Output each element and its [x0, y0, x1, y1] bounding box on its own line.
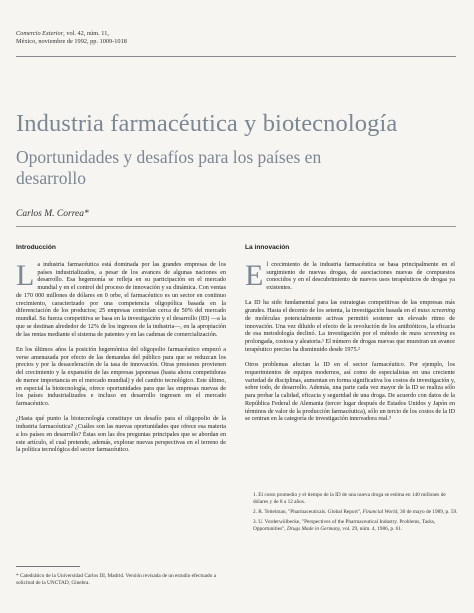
paragraph-text: l crecimiento de la industria farmacéutica se basa principalmente en el surgimiento de nuevas drogas, de asociaciones nuevas de compuestos conocidos y en el descubrimiento de nuevos usos terapéuticos de drogas ya existentes.	[266, 261, 455, 291]
article-subtitle: Oportunidades y desafíos para los países en desarrollo	[16, 147, 322, 188]
journal-date-pages: México, noviembre de 1992, pp. 1009-1018	[16, 37, 127, 45]
endnote-source: Drugs Made in Germany,	[286, 525, 342, 532]
endnote-text: 2. R. Teitelman, "Pharmaceuticals. Global Report",	[253, 508, 363, 515]
endnote-text: 30 de mayo de 1989, p. 59.	[398, 508, 458, 515]
left-column	[16, 244, 226, 463]
endnote	[245, 519, 459, 533]
paragraph: En los últimos años la posición hegemónica del oligopolio farmacéutico empezó a verse amenazada por efecto de las demandas del público para que se reduzcan los precios y por la desaceleración de la tasa de innovación. Otras presiones provienen del crecimiento y la expansión de las empresas japonesas (hasta ahora competidoras de menor importancia en el mercado mundial) y del cambio tecnológico. Este último, en especial la biotecnología, ofrece oportunidades para que las empresas nuevas de los países industrializados e incluso en desarrollo ingresen en el mercado farmacéutico.	[16, 346, 226, 407]
paragraph	[245, 300, 455, 354]
paragraph	[245, 258, 455, 293]
section-heading-introduccion: Introducción	[16, 244, 56, 251]
endnote-source: Financial World,	[362, 508, 399, 515]
footnote-divider	[16, 566, 80, 567]
emphasis: mass screening	[409, 331, 448, 338]
author-name: Carlos M. Correa*	[16, 209, 89, 219]
paragraph: Otros problemas afectan la ID en el sector farmacéutico. Por ejemplo, los requerimientos de equipos modernos, así como de especialistas en una creciente variedad de disciplinas, aumentan en forma significativa los costos de investigación y, sobre todo, de desarrollo. Además, una parte cada vez mayor de la ID se realiza sólo para probar la calidad, eficacia y seguridad de una droga. De acuerdo con datos de la República Federal de Alemania (tercer lugar después de Estados Unidos y Japón en términos de valor de la producción farmacéutica), sólo un tercio de los costos de la ID se centran en la categoría de investigación innovadora real.³	[245, 362, 455, 423]
paragraph-text: es prolongada, costosa y aleatoria.¹ El número de drogas nuevas que muestran un avance terapéutico preciso ha disminuido desde 1975.²	[245, 331, 455, 353]
endnotes	[245, 492, 459, 536]
paragraph-text: a industria farmacéutica está dominada por las grandes empresas de los países industrializados, a pesar de los avances de algunas naciones en desarrollo. Esa hegemonía se refleja en su participación en el mercado mundial y en el control del proceso de innovación y su dinámica. Con ventas de 170 000 millones de dólares en 0 orbe, el farmacéutico es un sector en continuo crecimiento, caracterizado por una competencia oligopólica basada en la diferenciación de los productos; 25 empresas controlan cerca de 50% del mercado mundial. Su fuerza competitiva se basa en la investigación y el desarrollo (ID) —a la que se destinan alrededor de 12% de los ingresos de la industria—, en la apropiación de las rentas mediante el sistema de patentes y en las cadenas de comercialización.	[16, 261, 226, 338]
endnote-text: 3. U. Vorderwülbecke, "Perspectives of the Pharmaceutical Industry. Problems, Tasks, Opportunities",	[253, 518, 436, 532]
journal-volume: , vol. 42, núm. 11,	[63, 30, 109, 37]
section-heading-innovacion: La innovación	[245, 244, 290, 251]
journal-name: Comercio Exterior	[16, 30, 64, 37]
drop-cap: E	[245, 258, 264, 292]
masthead	[16, 30, 127, 45]
endnote: 1. El costo promedio y el tiempo de la ID de una nueva droga se estima en 140 millones de dólares y de 8 a 12 años.	[253, 492, 446, 505]
paragraph: ¿Hasta qué punto la biotecnología constituye un desafío para el oligopolio de la industria farmacéutica? ¿Cuáles son las nuevas oportunidades que ofrece esa materia a los países en desarrollo? Éstas son las dos preguntas principales que se abordan en este artículo, el cual pretende, además, explorar nuevas perspectivas en el terreno de la política tecnológica del sector farmacéutico.	[16, 416, 226, 454]
article-title: Industria farmacéutica y biotecnología	[16, 110, 398, 137]
top-divider	[16, 56, 456, 57]
endnote-text: vol. 29, núm. 4, 1986, p. 61.	[341, 525, 403, 532]
paragraph-text: de moléculas potencialmente activas permitió sostener un elevado ritmo de innovación. Una vez diluido el efecto de la revolución de los antibióticos, la eficacia de esa metodología declinó. La investigación por el método de	[245, 315, 455, 338]
drop-cap: L	[16, 258, 35, 292]
endnote	[245, 509, 459, 516]
paragraph-text: La ID ha sido fundamental para las estrategias competitivas de las empresas más grandes. Hasta el decenio de los setenta, la investigación basada en el	[245, 300, 455, 314]
author-footnote: * Catedrático de la Universidad Carlos III, Madrid. Versión revisada de un estudio efectuado a solicitud de la UNCTAD, Ginebra.	[16, 573, 216, 586]
right-column	[245, 244, 455, 432]
paragraph	[16, 258, 226, 340]
emphasis: mass screening	[417, 308, 455, 314]
author-divider	[16, 226, 456, 227]
